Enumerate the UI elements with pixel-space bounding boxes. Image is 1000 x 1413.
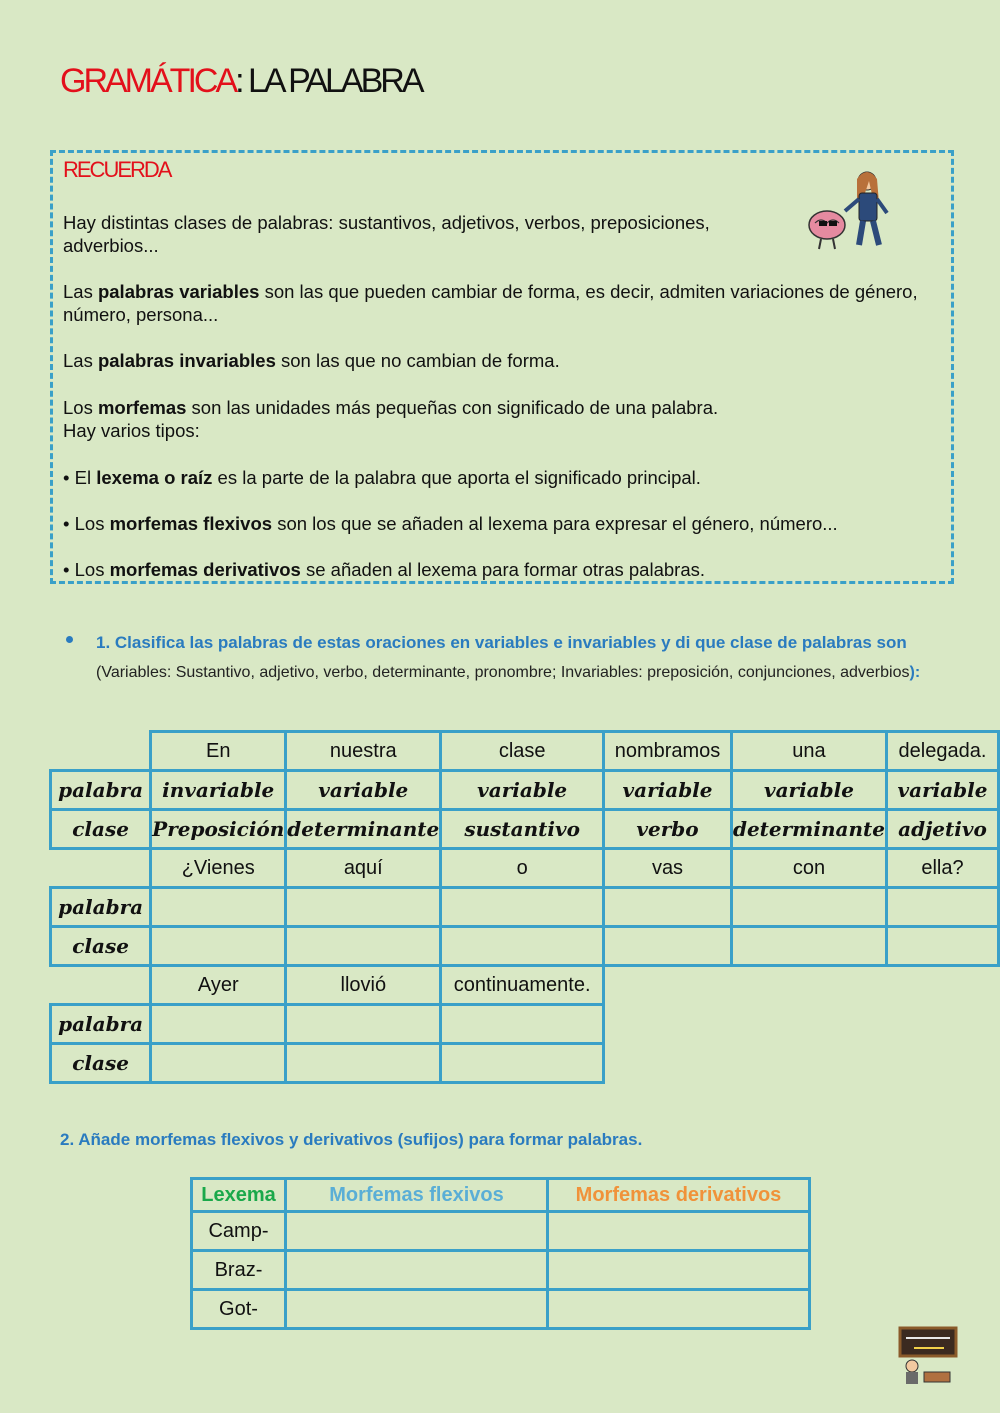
word-cell: Ayer xyxy=(151,966,286,1005)
answer-clase[interactable]: adjetivo xyxy=(886,810,998,849)
answer-palabra[interactable]: invariable xyxy=(151,771,286,810)
answer-input-cell[interactable] xyxy=(151,888,286,927)
lexema-cell: Braz- xyxy=(192,1251,286,1290)
blank-cell xyxy=(604,966,732,1005)
row-label-clase: clase xyxy=(51,810,151,849)
answer-input-cell[interactable] xyxy=(731,927,886,966)
row-label-clase: clase xyxy=(51,1044,151,1083)
lexema-cell: Got- xyxy=(192,1290,286,1329)
recuerda-heading: RECUERDA xyxy=(63,157,171,182)
note-open: ( xyxy=(96,664,102,681)
answer-input-cell[interactable] xyxy=(286,927,441,966)
answer-palabra[interactable]: variable xyxy=(286,771,441,810)
exercise-1-instruction: 1. Clasifica las palabras de estas oraciones en variables e invariables y di que clase de palabras son xyxy=(96,633,907,652)
p4-post: son las unidades más pequeñas con significado de una palabra. xyxy=(186,397,719,418)
p3-post: son las que no cambian de forma. xyxy=(275,350,560,371)
row-label-palabra: palabra xyxy=(51,888,151,927)
answer-input-cell[interactable] xyxy=(604,927,732,966)
word-cell: con xyxy=(731,849,886,888)
recuerda-bullet-derivativos xyxy=(63,558,705,581)
table-row xyxy=(51,732,999,771)
table-row xyxy=(192,1290,810,1329)
note-close: ): xyxy=(909,664,921,681)
word-cell: vas xyxy=(604,849,732,888)
row-label-palabra: palabra xyxy=(51,771,151,810)
answer-input-cell[interactable] xyxy=(441,888,604,927)
answer-clase[interactable]: Preposición xyxy=(151,810,286,849)
table-row xyxy=(51,966,999,1005)
answer-input-cell[interactable] xyxy=(286,1251,548,1290)
word-cell: nuestra xyxy=(286,732,441,771)
answer-input-cell[interactable] xyxy=(151,1044,286,1083)
blank-cell xyxy=(731,1005,886,1044)
p4-bold: morfemas xyxy=(97,397,187,418)
answer-input-cell[interactable] xyxy=(286,1005,441,1044)
answer-input-cell[interactable] xyxy=(548,1212,810,1251)
word-cell: ¿Vienes xyxy=(151,849,286,888)
answer-input-cell[interactable] xyxy=(286,1290,548,1329)
answer-input-cell[interactable] xyxy=(441,1044,604,1083)
p2-pre: Las xyxy=(63,281,98,302)
sentence-1-table xyxy=(49,730,1000,1084)
title-grammar: GRAMÁTICA xyxy=(60,62,236,100)
b2-post: son los que se añaden al lexema para expresar el género, número... xyxy=(272,513,838,534)
word-cell: ella? xyxy=(886,849,998,888)
answer-clase[interactable]: verbo xyxy=(604,810,732,849)
b1-pre: • El xyxy=(63,467,97,488)
p3-bold: palabras invariables xyxy=(97,350,276,371)
word-cell: delegada. xyxy=(886,732,998,771)
table-row xyxy=(192,1212,810,1251)
title-la-palabra: : LA PALABRA xyxy=(235,62,422,100)
recuerda-paragraph-1: Hay distintas clases de palabras: sustantivos, adjetivos, verbos, preposiciones, adverbios... xyxy=(63,212,710,256)
recuerda-bullet-flexivos xyxy=(63,512,838,535)
b1-bold: lexema o raíz xyxy=(96,467,213,488)
word-cell: aquí xyxy=(286,849,441,888)
p4-pre: Los xyxy=(63,397,98,418)
table-row xyxy=(51,888,999,927)
word-cell: llovió xyxy=(286,966,441,1005)
answer-input-cell[interactable] xyxy=(886,927,998,966)
answer-input-cell[interactable] xyxy=(886,888,998,927)
p4-line2: Hay varios tipos: xyxy=(63,420,200,441)
b2-pre: • Los xyxy=(63,513,110,534)
word-cell: clase xyxy=(441,732,604,771)
page-title xyxy=(60,62,422,101)
answer-clase[interactable]: sustantivo xyxy=(441,810,604,849)
note-text: Variables: Sustantivo, adjetivo, verbo, determinante, pronombre; Invariables: preposición, conjunciones, adverbios xyxy=(101,664,910,681)
blank-cell xyxy=(886,966,998,1005)
answer-input-cell[interactable] xyxy=(151,1005,286,1044)
blank-cell xyxy=(51,966,151,1005)
answer-input-cell[interactable] xyxy=(548,1290,810,1329)
header-lexema: Lexema xyxy=(192,1179,286,1212)
blank-cell xyxy=(886,1005,998,1044)
answer-palabra[interactable]: variable xyxy=(604,771,732,810)
recuerda-paragraph-4 xyxy=(63,396,718,442)
b3-pre: • Los xyxy=(63,559,110,580)
answer-input-cell[interactable] xyxy=(548,1251,810,1290)
blank-cell xyxy=(604,1044,732,1083)
word-cell: En xyxy=(151,732,286,771)
answer-clase[interactable]: determinante xyxy=(286,810,441,849)
blank-cell xyxy=(886,1044,998,1083)
table-row xyxy=(51,771,999,810)
table-row xyxy=(51,1044,999,1083)
table-row xyxy=(51,927,999,966)
recuerda-box xyxy=(50,150,954,584)
recuerda-paragraph-2 xyxy=(63,280,933,326)
word-cell: nombramos xyxy=(604,732,732,771)
p2-post: son las que pueden cambiar de forma, es decir, admiten variaciones de género, número, persona... xyxy=(63,281,918,325)
header-morfemas-derivativos: Morfemas derivativos xyxy=(548,1179,810,1212)
answer-input-cell[interactable] xyxy=(604,888,732,927)
table-row xyxy=(51,1005,999,1044)
answer-palabra[interactable]: variable xyxy=(441,771,604,810)
blank-cell xyxy=(731,966,886,1005)
b3-post: se añaden al lexema para formar otras palabras. xyxy=(300,559,705,580)
row-label-palabra: palabra xyxy=(51,1005,151,1044)
p2-bold: palabras variables xyxy=(97,281,260,302)
exercise-1-bullet xyxy=(66,636,73,643)
recuerda-bullet-lexema xyxy=(63,466,701,489)
blank-cell xyxy=(51,732,151,771)
answer-palabra[interactable]: variable xyxy=(731,771,886,810)
answer-input-cell[interactable] xyxy=(286,888,441,927)
blank-cell xyxy=(51,849,151,888)
b3-bold: morfemas derivativos xyxy=(109,559,301,580)
table-header-row xyxy=(192,1179,810,1212)
answer-input-cell[interactable] xyxy=(286,1212,548,1251)
exercise-1-title xyxy=(96,628,956,687)
answer-input-cell[interactable] xyxy=(286,1044,441,1083)
lexema-cell: Camp- xyxy=(192,1212,286,1251)
recuerda-paragraph-3 xyxy=(63,349,560,372)
word-cell: continuamente. xyxy=(441,966,604,1005)
p3-pre: Las xyxy=(63,350,98,371)
teacher-brain-illustration xyxy=(805,167,895,255)
table-row xyxy=(192,1251,810,1290)
table-row xyxy=(51,810,999,849)
answer-input-cell[interactable] xyxy=(441,927,604,966)
b2-bold: morfemas flexivos xyxy=(109,513,273,534)
exercise-1-note xyxy=(96,664,920,681)
word-cell: una xyxy=(731,732,886,771)
knowledge-is-power-logo xyxy=(896,1326,958,1386)
table-row xyxy=(51,849,999,888)
answer-input-cell[interactable] xyxy=(731,888,886,927)
word-cell: o xyxy=(441,849,604,888)
b1-post: es la parte de la palabra que aporta el significado principal. xyxy=(212,467,701,488)
answer-input-cell[interactable] xyxy=(441,1005,604,1044)
blank-cell xyxy=(731,1044,886,1083)
row-label-clase: clase xyxy=(51,927,151,966)
exercise-2-title: 2. Añade morfemas flexivos y derivativos (sufijos) para formar palabras. xyxy=(60,1130,643,1149)
header-morfemas-flexivos: Morfemas flexivos xyxy=(286,1179,548,1212)
answer-clase[interactable]: determinante xyxy=(731,810,886,849)
answer-input-cell[interactable] xyxy=(151,927,286,966)
morfemas-table xyxy=(190,1177,811,1330)
blank-cell xyxy=(604,1005,732,1044)
answer-palabra[interactable]: variable xyxy=(886,771,998,810)
